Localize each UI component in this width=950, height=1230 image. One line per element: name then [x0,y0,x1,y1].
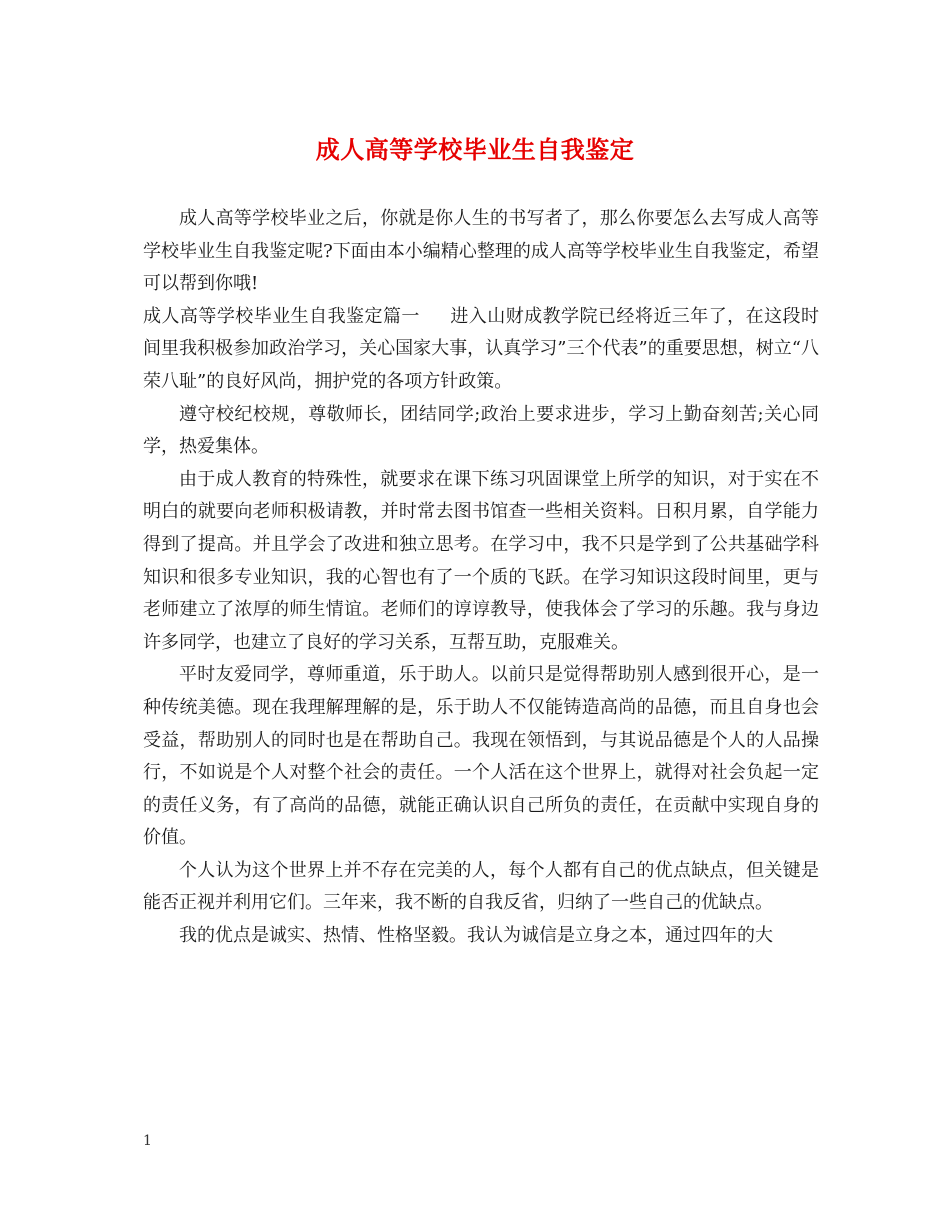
section-heading: 成人高等学校毕业生自我鉴定篇一 [143,305,420,327]
page-number: 1 [143,1133,152,1149]
document-title: 成人高等学校毕业生自我鉴定 [315,135,635,164]
body-paragraph: 由于成人教育的特殊性，就要求在课下练习巩固课堂上所学的知识，对于实在不明白的就要向老师积极请教，并时常去图书馆查一些相关资料。日积月累，自学能力得到了提高。并且学会了改进和独立思考。在学习中，我不只是学到了公共基础学科知识和很多专业知识，我的心智也有了一个质的飞跃。在学习知识这段时间里，更与老师建立了浓厚的师生情谊。老师们的谆谆教导，使我体会了学习的乐趣。我与身边许多同学，也建立了良好的学习关系，互帮互助，克服难关。 [143,468,819,653]
body-paragraph: 平时友爱同学，尊师重道，乐于助人。以前只是觉得帮助别人感到很开心，是一种传统美德。现在我理解理解的是，乐于助人不仅能铸造高尚的品德，而且自身也会受益，帮助别人的同时也是在帮助自己。我现在领悟到，与其说品德是个人的人品操行，不如说是个人对整个社会的责任。一个人活在这个世界上，就得对社会负起一定的责任义务，有了高尚的品德，就能正确认识自己所负的责任，在贡献中实现自身的价值。 [143,664,819,849]
document-body [143,203,819,953]
section-text: 进入山财成教学院已经将近三年了，在这段时间里我积极参加政治学习，关心国家大事，认真学习”三个代表”的重要思想，树立“八荣八耻”的良好风尚，拥护党的各项方针政策。 [143,305,820,392]
intro-paragraph: 成人高等学校毕业之后，你就是你人生的书写者了，那么你要怎么去写成人高等学校毕业生自我鉴定呢?下面由本小编精心整理的成人高等学校毕业生自我鉴定，希望可以帮到你哦! [143,208,819,295]
section-paragraph [143,301,819,399]
body-paragraph: 遵守校纪校规，尊敬师长，团结同学;政治上要求进步，学习上勤奋刻苦;关心同学，热爱集体。 [143,403,819,458]
body-paragraph: 个人认为这个世界上并不存在完美的人，每个人都有自己的优点缺点，但关键是能否正视并利用它们。三年来，我不断的自我反省，归纳了一些自己的优缺点。 [143,859,819,914]
body-paragraph: 我的优点是诚实、热情、性格坚毅。我认为诚信是立身之本，通过四年的大 [179,925,773,947]
